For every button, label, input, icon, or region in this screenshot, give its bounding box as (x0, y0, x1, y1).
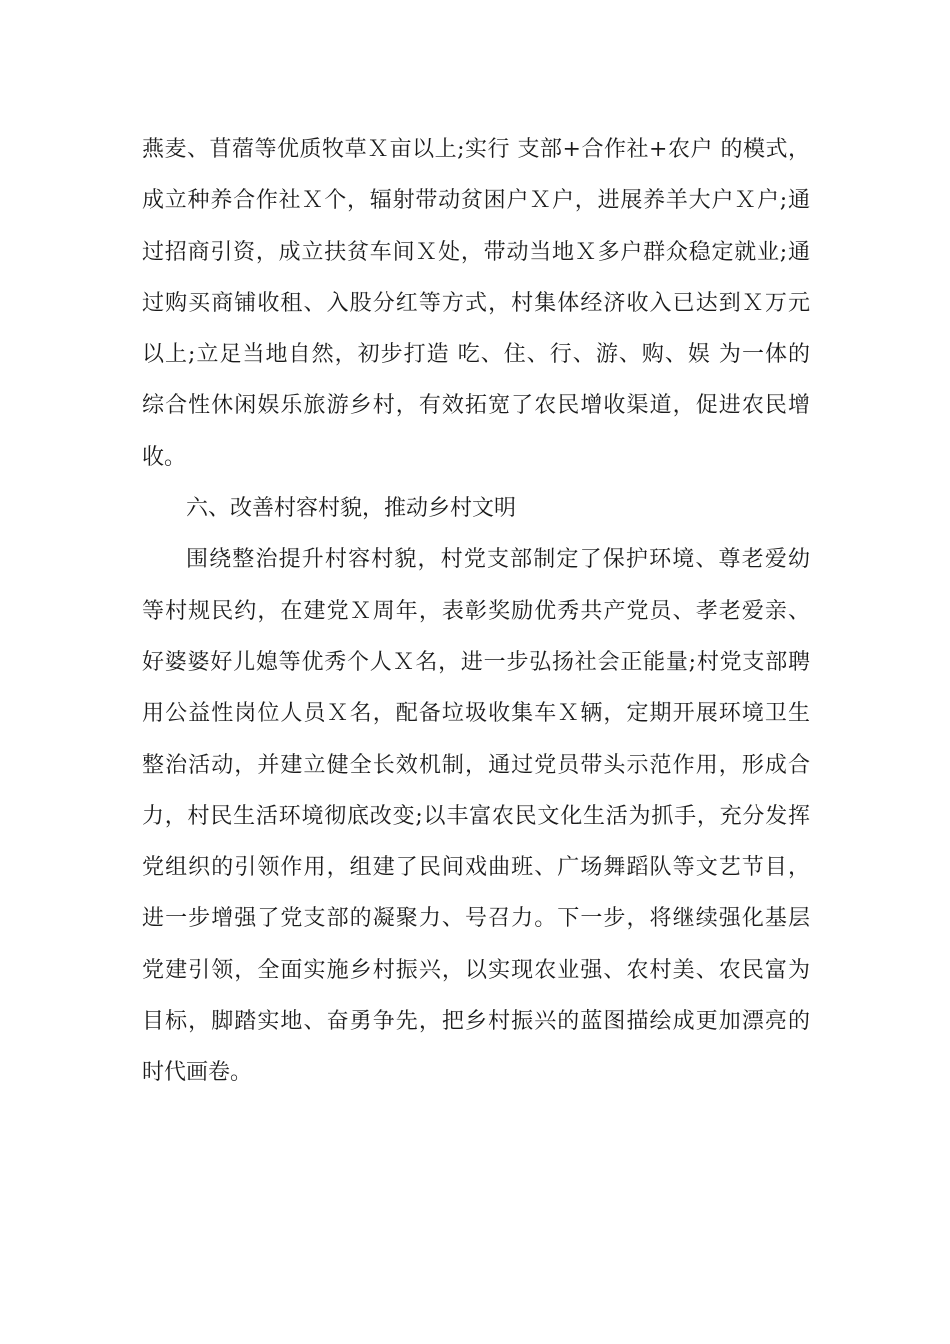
text-line: 时代画卷。 (142, 1060, 253, 1086)
text-line: 围绕整治提升村容村貌，村党支部制定了保护环境、尊老爱幼 (186, 547, 810, 573)
text-line: 进一步增强了党支部的凝聚力、号召力。下一步，将继续强化基层 (142, 906, 810, 932)
text-line: 好婆婆好儿媳等优秀个人Ｘ名，进一步弘扬社会正能量;村党支部聘 (142, 649, 810, 675)
text-line: 成立种养合作社Ｘ个，辐射带动贫困户Ｘ户，进展养羊大户Ｘ户;通 (142, 188, 810, 214)
text-line: 过购买商铺收租、入股分红等方式，村集体经济收入已达到Ｘ万元 (142, 290, 810, 316)
text-line: 党建引领，全面实施乡村振兴，以实现农业强、农村美、农民富为 (142, 957, 810, 983)
text-line: 综合性休闲娱乐旅游乡村，有效拓宽了农民增收渠道，促进农民增 (142, 393, 810, 419)
document-body (142, 124, 810, 1099)
text-line: 收。 (142, 444, 187, 470)
text-line: 整治活动，并建立健全长效机制，通过党员带头示范作用，形成合 (142, 752, 810, 778)
text-line: 力，村民生活环境彻底改变;以丰富农民文化生活为抓手，充分发挥 (142, 803, 810, 829)
paragraph-rural-economy (142, 124, 810, 483)
text-line: 党组织的引领作用，组建了民间戏曲班、广场舞蹈队等文艺节目， (142, 855, 810, 881)
section-heading: 六、改善村容村貌，推动乡村文明 (186, 496, 517, 522)
text-line: 燕麦、苜蓿等优质牧草Ｘ亩以上;实行 支部+合作社+农户 的模式， (142, 137, 810, 162)
paragraph-village-civilization (142, 534, 810, 1098)
text-line: 等村规民约，在建党Ｘ周年，表彰奖励优秀共产党员、孝老爱亲、 (142, 598, 810, 624)
text-line: 过招商引资，成立扶贫车间Ｘ处，带动当地Ｘ多户群众稳定就业;通 (142, 239, 810, 265)
text-line: 以上;立足当地自然，初步打造 吃、住、行、游、购、娱 为一体的 (142, 342, 810, 368)
text-line: 目标，脚踏实地、奋勇争先，把乡村振兴的蓝图描绘成更加漂亮的 (142, 1009, 810, 1035)
text-line: 用公益性岗位人员Ｘ名，配备垃圾收集车Ｘ辆，定期开展环境卫生 (142, 701, 810, 727)
